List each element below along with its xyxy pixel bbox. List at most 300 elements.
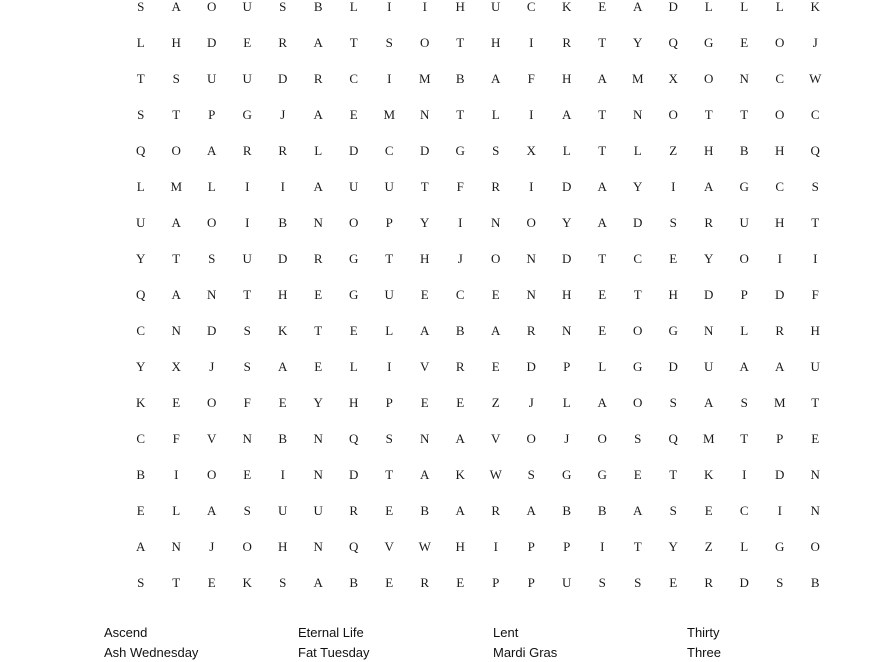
grid-letter: R xyxy=(704,215,714,230)
grid-letter: H xyxy=(562,71,572,86)
grid-letter: G xyxy=(349,251,359,266)
grid-letter: F xyxy=(456,179,464,194)
grid-letter: D xyxy=(668,359,678,374)
grid-letter: A xyxy=(704,395,714,410)
grid-letter: T xyxy=(243,287,252,302)
grid-letter: O xyxy=(207,0,217,14)
grid-letter: V xyxy=(420,359,430,374)
grid-letter: Y xyxy=(420,215,430,230)
grid-letter: U xyxy=(136,215,146,230)
grid-letter: E xyxy=(349,107,358,122)
grid-letter: I xyxy=(245,215,250,230)
grid-letter: O xyxy=(704,71,714,86)
grid-letter: L xyxy=(136,179,145,194)
grid-letter: E xyxy=(811,431,820,446)
word-item: Lent xyxy=(493,625,519,640)
grid-letter: T xyxy=(633,287,642,302)
grid-letter: O xyxy=(597,431,607,446)
grid-letter: H xyxy=(668,287,678,302)
grid-letter: N xyxy=(171,539,181,554)
grid-letter: N xyxy=(420,431,430,446)
grid-letter: L xyxy=(136,35,145,50)
grid-letter: E xyxy=(136,503,145,518)
grid-letter: E xyxy=(633,467,642,482)
grid-letter: I xyxy=(387,0,392,14)
grid-letter: C xyxy=(349,71,359,86)
grid-letter: I xyxy=(777,503,782,518)
grid-letter: S xyxy=(492,143,500,158)
grid-letter: L xyxy=(491,107,500,122)
grid-letter: P xyxy=(385,395,393,410)
grid-letter: N xyxy=(739,71,749,86)
grid-letter: C xyxy=(136,431,146,446)
grid-letter: C xyxy=(775,179,785,194)
grid-letter: O xyxy=(491,251,501,266)
grid-letter: A xyxy=(420,323,430,338)
grid-letter: Q xyxy=(349,539,359,554)
grid-letter: A xyxy=(633,0,643,14)
grid-letter: Q xyxy=(668,431,678,446)
grid-letter: E xyxy=(740,35,749,50)
grid-letter: T xyxy=(598,251,607,266)
grid-letter: J xyxy=(812,35,818,50)
grid-letter: E xyxy=(598,323,607,338)
grid-letter: O xyxy=(775,107,785,122)
grid-letter: R xyxy=(704,575,714,590)
grid-letter: H xyxy=(349,395,359,410)
grid-letter: S xyxy=(776,575,784,590)
grid-letter: E xyxy=(598,287,607,302)
grid-letter: Z xyxy=(669,143,678,158)
grid-letter: D xyxy=(278,251,288,266)
grid-letter: S xyxy=(279,575,287,590)
grid-letter: X xyxy=(171,359,181,374)
grid-letter: D xyxy=(704,287,714,302)
grid-letter: I xyxy=(280,467,285,482)
grid-letter: I xyxy=(529,35,534,50)
grid-letter: A xyxy=(562,107,572,122)
grid-row xyxy=(123,277,833,313)
grid-letter: I xyxy=(458,215,463,230)
grid-letter: N xyxy=(704,323,714,338)
grid-letter: R xyxy=(313,71,323,86)
grid-letter: P xyxy=(740,287,748,302)
grid-letter: S xyxy=(172,71,180,86)
grid-letter: P xyxy=(208,107,216,122)
grid-letter: C xyxy=(136,323,146,338)
grid-letter: N xyxy=(526,287,536,302)
grid-letter: R xyxy=(491,179,501,194)
grid-letter: O xyxy=(633,395,643,410)
grid-letter: S xyxy=(243,503,251,518)
grid-letter: H xyxy=(775,215,785,230)
grid-letter: D xyxy=(739,575,749,590)
grid-letter: T xyxy=(598,107,607,122)
grid-letter: T xyxy=(385,467,394,482)
grid-letter: Y xyxy=(704,251,714,266)
grid-letter: U xyxy=(207,71,217,86)
grid-letter: O xyxy=(207,467,217,482)
grid-row xyxy=(123,61,833,97)
word-item: Eternal Life xyxy=(298,625,364,640)
grid-letter: L xyxy=(172,503,181,518)
grid-letter: C xyxy=(775,71,785,86)
grid-letter: G xyxy=(597,467,607,482)
grid-letter: R xyxy=(278,35,288,50)
grid-letter: T xyxy=(669,467,678,482)
grid-letter: I xyxy=(280,179,285,194)
grid-letter: K xyxy=(562,0,572,14)
grid-letter: N xyxy=(313,539,323,554)
grid-letter: T xyxy=(740,431,749,446)
grid-letter: I xyxy=(529,179,534,194)
grid-letter: G xyxy=(633,359,643,374)
grid-letter: U xyxy=(349,179,359,194)
grid-letter: E xyxy=(314,287,323,302)
grid-letter: D xyxy=(526,359,536,374)
grid-letter: H xyxy=(171,35,181,50)
grid-letter: S xyxy=(634,575,642,590)
grid-letter: S xyxy=(385,431,393,446)
grid-letter: B xyxy=(597,503,607,518)
grid-letter: K xyxy=(242,575,252,590)
grid-letter: D xyxy=(775,467,785,482)
grid-letter: U xyxy=(313,503,323,518)
grid-letter: N xyxy=(562,323,572,338)
grid-letter: R xyxy=(420,575,430,590)
grid-letter: F xyxy=(527,71,535,86)
word-item: Three xyxy=(687,645,721,660)
grid-letter: S xyxy=(669,503,677,518)
grid-letter: B xyxy=(455,71,465,86)
grid-row xyxy=(123,205,833,241)
grid-letter: R xyxy=(526,323,536,338)
grid-letter: A xyxy=(597,71,607,86)
grid-letter: Q xyxy=(136,143,146,158)
grid-letter: U xyxy=(491,0,501,14)
word-list xyxy=(104,624,807,662)
grid-row xyxy=(123,313,833,349)
grid-letter: F xyxy=(243,395,251,410)
grid-row xyxy=(123,457,833,493)
grid-letter: I xyxy=(813,251,818,266)
grid-letter: A xyxy=(491,71,501,86)
grid-letter: N xyxy=(313,215,323,230)
grid-letter: U xyxy=(562,575,572,590)
grid-letter: B xyxy=(420,503,430,518)
grid-letter: D xyxy=(207,35,217,50)
grid-letter: N xyxy=(810,467,820,482)
grid-letter: O xyxy=(207,215,217,230)
word-item: Mardi Gras xyxy=(493,645,558,660)
grid-letter: A xyxy=(207,143,217,158)
grid-letter: V xyxy=(207,431,217,446)
grid-letter: L xyxy=(633,143,642,158)
grid-row xyxy=(123,493,833,529)
grid-letter: A xyxy=(136,539,146,554)
grid-letter: I xyxy=(174,467,179,482)
grid-letter: M xyxy=(702,431,715,446)
grid-letter: E xyxy=(669,251,678,266)
grid-letter: E xyxy=(420,395,429,410)
grid-letter: A xyxy=(171,0,181,14)
grid-letter: F xyxy=(172,431,180,446)
grid-letter: A xyxy=(420,467,430,482)
grid-letter: A xyxy=(171,287,181,302)
grid-letter: S xyxy=(243,323,251,338)
grid-letter: B xyxy=(562,503,572,518)
grid-letter: I xyxy=(600,539,605,554)
grid-letter: D xyxy=(349,467,359,482)
grid-letter: Y xyxy=(313,395,323,410)
grid-letter: P xyxy=(527,539,535,554)
grid-letter: D xyxy=(562,179,572,194)
grid-letter: Y xyxy=(562,215,572,230)
grid-letter: E xyxy=(243,467,252,482)
grid-letter: L xyxy=(704,0,713,14)
grid-letter: B xyxy=(739,143,749,158)
grid-letter: T xyxy=(172,251,181,266)
grid-letter: N xyxy=(313,467,323,482)
grid-letter: W xyxy=(418,539,431,554)
grid-letter: I xyxy=(529,107,534,122)
grid-letter: E xyxy=(243,35,252,50)
grid-letter: G xyxy=(668,323,678,338)
grid-letter: X xyxy=(668,71,678,86)
grid-letter: O xyxy=(349,215,359,230)
grid-letter: H xyxy=(455,539,465,554)
grid-letter: O xyxy=(810,539,820,554)
grid-letter: E xyxy=(349,323,358,338)
grid-letter: H xyxy=(562,287,572,302)
grid-letter: J xyxy=(280,107,286,122)
grid-letter: H xyxy=(420,251,430,266)
grid-letter: S xyxy=(598,575,606,590)
grid-letter: I xyxy=(493,539,498,554)
grid-letter: W xyxy=(809,71,822,86)
grid-letter: E xyxy=(385,503,394,518)
grid-letter: D xyxy=(207,323,217,338)
grid-letter: O xyxy=(526,215,536,230)
grid-letter: I xyxy=(387,359,392,374)
grid-letter: B xyxy=(810,575,820,590)
grid-letter: L xyxy=(562,395,571,410)
grid-letter: W xyxy=(489,467,502,482)
grid-letter: Y xyxy=(136,251,146,266)
grid-letter: K xyxy=(810,0,820,14)
grid-letter: O xyxy=(526,431,536,446)
grid-row xyxy=(123,241,833,277)
grid-letter: A xyxy=(171,215,181,230)
grid-letter: U xyxy=(242,251,252,266)
grid-letter: I xyxy=(387,71,392,86)
grid-letter: S xyxy=(243,359,251,374)
grid-letter: E xyxy=(385,575,394,590)
grid-letter: A xyxy=(455,431,465,446)
grid-letter: M xyxy=(170,179,183,194)
grid-letter: O xyxy=(668,107,678,122)
grid-letter: P xyxy=(776,431,784,446)
grid-letter: E xyxy=(598,0,607,14)
grid-letter: M xyxy=(418,71,431,86)
grid-letter: L xyxy=(207,179,216,194)
grid-letter: O xyxy=(207,395,217,410)
grid-row xyxy=(123,421,833,457)
grid-letter: G xyxy=(775,539,785,554)
grid-letter: J xyxy=(209,539,215,554)
grid-row xyxy=(123,529,833,565)
grid-letter: A xyxy=(597,215,607,230)
grid-letter: Y xyxy=(633,35,643,50)
grid-letter: U xyxy=(242,0,252,14)
grid-letter: H xyxy=(491,35,501,50)
grid-letter: K xyxy=(455,467,465,482)
grid-letter: J xyxy=(564,431,570,446)
grid-letter: A xyxy=(775,359,785,374)
grid-letter: L xyxy=(740,0,749,14)
grid-letter: G xyxy=(704,35,714,50)
grid-letter: H xyxy=(455,0,465,14)
grid-letter: R xyxy=(313,251,323,266)
grid-letter: I xyxy=(422,0,427,14)
grid-letter: N xyxy=(171,323,181,338)
grid-letter: S xyxy=(669,215,677,230)
word-item: Thirty xyxy=(687,625,720,640)
grid-letter: O xyxy=(775,35,785,50)
grid-letter: D xyxy=(633,215,643,230)
grid-letter: K xyxy=(136,395,146,410)
grid-letter: N xyxy=(207,287,217,302)
grid-letter: L xyxy=(349,359,358,374)
grid-letter: C xyxy=(384,143,394,158)
grid-row xyxy=(123,133,833,169)
grid-letter: U xyxy=(384,179,394,194)
grid-letter: Q xyxy=(136,287,146,302)
grid-letter: E xyxy=(491,287,500,302)
grid-letter: S xyxy=(137,107,145,122)
word-item: Ash Wednesday xyxy=(104,645,199,660)
grid-letter: C xyxy=(633,251,643,266)
grid-letter: N xyxy=(313,431,323,446)
grid-letter: I xyxy=(245,179,250,194)
grid-letter: L xyxy=(598,359,607,374)
grid-letter: Q xyxy=(810,143,820,158)
grid-letter: A xyxy=(597,179,607,194)
grid-letter: S xyxy=(527,467,535,482)
grid-letter: B xyxy=(278,431,288,446)
grid-letter: J xyxy=(528,395,534,410)
grid-row xyxy=(123,565,833,601)
grid-letter: T xyxy=(456,107,465,122)
grid-letter: H xyxy=(810,323,820,338)
grid-letter: T xyxy=(811,215,820,230)
grid-letter: K xyxy=(278,323,288,338)
grid-letter: P xyxy=(385,215,393,230)
grid-letter: D xyxy=(775,287,785,302)
grid-letter: G xyxy=(455,143,465,158)
grid-letter: S xyxy=(385,35,393,50)
grid-letter: I xyxy=(671,179,676,194)
grid-letter: B xyxy=(278,215,288,230)
grid-letter: A xyxy=(739,359,749,374)
grid-letter: C xyxy=(739,503,749,518)
grid-row xyxy=(123,0,833,25)
grid-letter: V xyxy=(491,431,501,446)
grid-letter: L xyxy=(562,143,571,158)
grid-letter: L xyxy=(775,0,784,14)
grid-letter: T xyxy=(598,143,607,158)
grid-letter: N xyxy=(420,107,430,122)
grid-letter: A xyxy=(597,395,607,410)
grid-letter: H xyxy=(775,143,785,158)
letter-grid xyxy=(123,0,833,601)
grid-letter: T xyxy=(420,179,429,194)
grid-letter: B xyxy=(313,0,323,14)
grid-row xyxy=(123,97,833,133)
grid-letter: E xyxy=(704,503,713,518)
grid-letter: K xyxy=(704,467,714,482)
grid-letter: E xyxy=(278,395,287,410)
grid-letter: I xyxy=(742,467,747,482)
grid-letter: D xyxy=(668,0,678,14)
grid-row xyxy=(123,25,833,61)
grid-letter: C xyxy=(455,287,465,302)
grid-letter: I xyxy=(777,251,782,266)
grid-letter: N xyxy=(242,431,252,446)
grid-letter: C xyxy=(526,0,536,14)
grid-letter: S xyxy=(137,575,145,590)
grid-letter: S xyxy=(137,0,145,14)
grid-letter: T xyxy=(172,107,181,122)
grid-letter: A xyxy=(526,503,536,518)
grid-letter: R xyxy=(278,143,288,158)
grid-letter: B xyxy=(349,575,359,590)
grid-letter: N xyxy=(810,503,820,518)
grid-letter: T xyxy=(456,35,465,50)
grid-letter: T xyxy=(385,251,394,266)
grid-letter: Y xyxy=(633,179,643,194)
grid-letter: E xyxy=(314,359,323,374)
grid-letter: M xyxy=(383,107,396,122)
grid-letter: G xyxy=(242,107,252,122)
grid-letter: O xyxy=(242,539,252,554)
grid-letter: N xyxy=(526,251,536,266)
grid-letter: T xyxy=(740,107,749,122)
grid-letter: R xyxy=(242,143,252,158)
grid-letter: Y xyxy=(668,539,678,554)
grid-letter: S xyxy=(634,431,642,446)
grid-letter: E xyxy=(420,287,429,302)
grid-letter: U xyxy=(242,71,252,86)
grid-letter: P xyxy=(527,575,535,590)
grid-letter: P xyxy=(563,539,571,554)
grid-letter: N xyxy=(491,215,501,230)
grid-letter: R xyxy=(562,35,572,50)
grid-letter: D xyxy=(349,143,359,158)
grid-row xyxy=(123,349,833,385)
grid-letter: D xyxy=(420,143,430,158)
grid-letter: E xyxy=(456,395,465,410)
grid-letter: A xyxy=(633,503,643,518)
grid-letter: Z xyxy=(704,539,713,554)
grid-letter: S xyxy=(740,395,748,410)
grid-letter: S xyxy=(669,395,677,410)
grid-letter: T xyxy=(349,35,358,50)
grid-letter: M xyxy=(773,395,786,410)
grid-letter: E xyxy=(207,575,216,590)
grid-letter: U xyxy=(704,359,714,374)
grid-letter: T xyxy=(172,575,181,590)
